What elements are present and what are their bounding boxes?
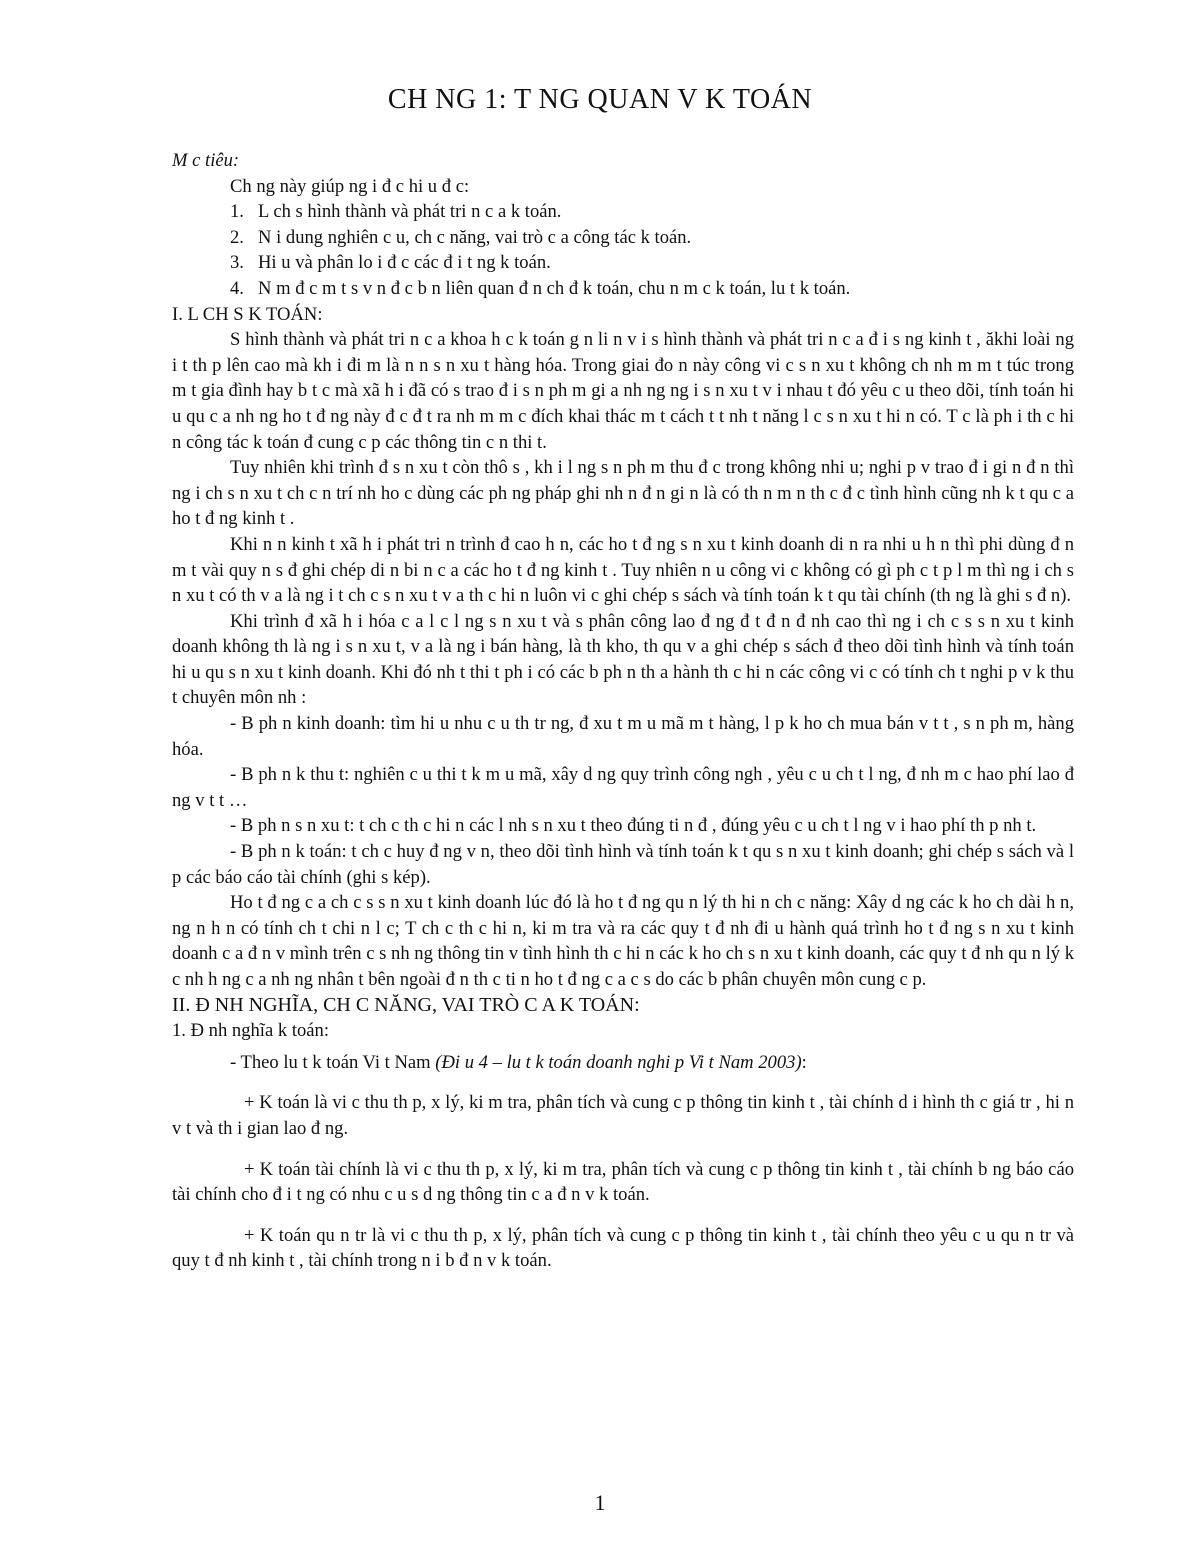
objectives-list bbox=[172, 199, 1074, 301]
department-item: - B ph n kinh doanh: tìm hi u nhu c u th tr ng, đ xu t m u mã m t hàng, l p k ho ch mua bán v t t , s n ph m, hàng hóa. bbox=[172, 713, 1074, 760]
objective-number: 3. bbox=[230, 252, 244, 274]
definition-item: + K toán tài chính là vi c thu th p, x lý, ki m tra, phân tích và cung c p thông tin kinh t , tài chính b ng báo cáo tài chính cho đ i t ng có nhu c u s d ng thông tin c a đ n v k toán. bbox=[172, 1158, 1074, 1206]
page-number: 1 bbox=[594, 1490, 606, 1515]
objective-number: 4. bbox=[230, 277, 244, 299]
objective-item bbox=[172, 199, 1074, 225]
department-item: - B ph n k toán: t ch c huy đ ng v n, theo dõi tình hình và tính toán k t qu s n xu t kinh doanh; ghi chép s sách và l p các báo cáo tài chính (ghi s kép). bbox=[172, 841, 1074, 888]
objective-text: Hi u và phân lo i đ c các đ i t ng k toán. bbox=[258, 252, 551, 274]
section-1-paragraph: Khi trình đ xã h i hóa c a l c l ng s n xu t và s phân công lao đ ng đ t đ n đ nh cao thì ng i ch c s s n xu t kinh doanh không th là ng i s n xu t, v a là ng i bán hàng, là th kho, th qu v a ghi chép s sách đ theo dõi tình hình và tính toán hi u qu s n xu t kinh doanh. Khi đó nh t thi t ph i có các b ph n th a hành th c hi n các công vi c có tính ch t nghi p v k thu t chuyên môn nh : bbox=[172, 610, 1074, 709]
objective-text: L ch s hình thành và phát tri n c a k toán. bbox=[258, 201, 562, 223]
definition-item: + K toán là vi c thu th p, x lý, ki m tra, phân tích và cung c p thông tin kinh t , tài chính d i hình th c giá tr , hi n v t và th i gian lao đ ng. bbox=[172, 1092, 1074, 1139]
chapter-title: CH NG 1: T NG QUAN V K TOÁN bbox=[387, 84, 813, 115]
section-1-paragraph: Ho t đ ng c a ch c s s n xu t kinh doanh lúc đó là ho t đ ng qu n lý th hi n ch c năng: Xây d ng các k ho ch dài h n, ng n h n có tính ch t chi n l c; T ch c th c hi n, ki m tra và ra các quy t đ nh đi u hành quá trình ho t đ ng s n xu t kinh doanh c a đ n v mình trên c s nh ng thông tin v tình hình th c hi n các k ho ch s n xu t kinh doanh, các quy t đ nh qu n lý k c nh h ng c a nh ng nhân t bên ngoài đ n th c ti n ho t đ ng c a c s do các b phân chuyên môn cung c p. bbox=[172, 892, 1074, 990]
objective-text: N m đ c m t s v n đ c b n liên quan đ n ch đ k toán, chu n m c k toán, lu t k toán. bbox=[258, 277, 851, 299]
section-1-paragraph: S hình thành và phát tri n c a khoa h c k toán g n li n v i s hình thành và phát tri n c a đ i s ng kinh t , ăkhi loài ng i t th p lên cao mà kh i đi m là n n s n xu t hàng hóa. Trong giai đo n này công vi c s n xu t không ch nh m m t túc trong m t gia đình hay b t c mà xã h i đã có s trao đ i s n ph m gi a nh ng ng i s n xu t v i nhau t đó yêu c u theo dõi, tính toán hi u qu c a nh ng ho t đ ng này đ c đ t ra nh m m c đích khai thác m t cách t t nh t năng l c s n xu t hi n có. T c là ph i th c hi n công tác k toán đ cung c p các thông tin c n thi t. bbox=[172, 329, 1074, 453]
law-citation: (Đi u 4 – lu t k toán doanh nghi p Vi t Nam 2003) bbox=[435, 1051, 802, 1073]
definition-subheading: 1. Đ nh nghĩa k toán: bbox=[172, 1020, 329, 1042]
law-prefix: - Theo lu t k toán Vi t Nam bbox=[230, 1051, 436, 1073]
definition-item: + K toán qu n tr là vi c thu th p, x lý, phân tích và cung c p thông tin kinh t , tài chính theo yêu c u qu n tr và quy t đ nh kinh t , tài chính trong n i b đ n v k toán. bbox=[172, 1224, 1074, 1272]
section-1-paragraph: Tuy nhiên khi trình đ s n xu t còn thô s , kh i l ng s n ph m thu đ c trong không nhi u; nghi p v trao đ i gi n đ n thì ng i ch s n xu t ch c n trí nh ho c dùng các ph ng pháp ghi nh n đ n gi n là có th n m n th c đ c tình hình cũng nh k t qu c a ho t đ ng kinh t . bbox=[172, 457, 1074, 530]
section-1-paragraph: Khi n n kinh t xã h i phát tri n trình đ cao h n, các ho t đ ng s n xu t kinh doanh di n ra nhi u h n thì phi dùng đ n m t vài quy n s đ ghi chép di n bi n c a các ho t đ ng kinh t . Tuy nhiên n u công vi c không có gì ph c t p l m thì ng i ch s n xu t có th v a là ng i t ch c s n xu t v a th c hi n luôn vi c ghi chép s sách và tính toán k t qu tài chính (th ng là ghi s đ n). bbox=[172, 533, 1074, 607]
department-item: - B ph n k thu t: nghiên c u thi t k m u mã, xây d ng quy trình công ngh , yêu c u ch t l ng, đ nh m c hao phí lao đ ng v t t … bbox=[172, 764, 1074, 811]
section-1-heading: I. L CH S K TOÁN: bbox=[172, 303, 323, 325]
objective-item bbox=[172, 250, 1074, 276]
objective-number: 2. bbox=[230, 226, 244, 248]
objectives-label: M c tiêu: bbox=[172, 150, 240, 171]
objective-item bbox=[172, 276, 1074, 302]
objective-item bbox=[172, 225, 1074, 251]
objectives-intro: Ch ng này giúp ng i đ c hi u đ c: bbox=[230, 175, 470, 197]
department-item: - B ph n s n xu t: t ch c th c hi n các l nh s n xu t theo đúng ti n đ , đúng yêu c u ch t l ng v i hao phí th p nh t. bbox=[230, 815, 1037, 837]
law-reference-line bbox=[172, 1050, 1074, 1076]
law-suffix: : bbox=[801, 1051, 807, 1073]
objective-text: N i dung nghiên c u, ch c năng, vai trò c a công tác k toán. bbox=[258, 226, 692, 248]
objective-number: 1. bbox=[230, 201, 244, 223]
section-2-heading: II. Đ NH NGHĨA, CH C NĂNG, VAI TRÒ C A K TOÁN: bbox=[172, 993, 640, 1016]
page-content bbox=[172, 148, 1074, 1274]
